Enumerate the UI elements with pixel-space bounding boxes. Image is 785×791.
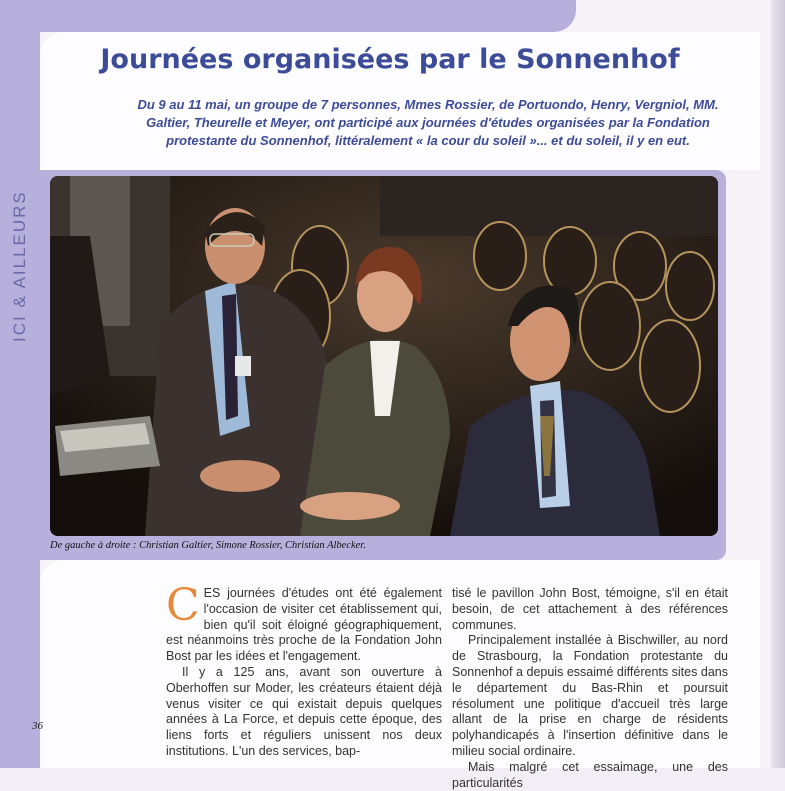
article-paragraph: Il y a 125 ans, avant son ouverture à Oberhoffen sur Moder, les créateurs étaient déjà venus visiter ce qui existait depuis quelques années à La Force, et depuis cette époque, des liens forts et réguliers unissent nos deux institutions. L'un des services, bap- — [166, 664, 442, 758]
lead-paragraph: Du 9 au 11 mai, un groupe de 7 personnes, Mmes Rossier, de Portuondo, Henry, Vergniol, MM. Galtier, Theurelle et Meyer, ont participé aux journées d'études organisées par la Fondation protestante du Sonnenhof, littéralement « la cour du soleil »... et du soleil, il y en eut. — [137, 97, 719, 148]
drop-cap: C — [166, 580, 200, 631]
article-paragraph — [166, 580, 442, 665]
article-paragraph: tisé le pavillon John Bost, témoigne, s'il en était besoin, de cet attachement à des références communes. — [452, 586, 728, 632]
article-column-2 — [452, 586, 728, 791]
photo-caption: De gauche à droite : Christian Galtier, Simone Rossier, Christian Albecker. — [50, 540, 366, 551]
paragraph-text: ES journées d'études ont été également l'occasion de visiter cet établissement qui, bien qu'il soit éloigné géographiquement, est néanmoins très proche de la Fondation John Bost par les idées et l'engagement. — [166, 586, 442, 664]
photo-illustration — [50, 176, 718, 536]
page-title: Journées organisées par le Sonnenhof — [100, 44, 680, 75]
article-paragraph: Principalement installée à Bischwiller, au nord de Strasbourg, la Fondation protestante du Sonnenhof a depuis essaimé différents sites dans le département du Bas-Rhin et poursuit résolument une politique d'accueil très large allant de la prise en charge de résidents polyhandicapés à l'insertion définitive dans le milieu social ordinaire. — [452, 633, 728, 758]
section-label-text: ICI & AILLEURS — [10, 190, 29, 342]
page-number: 36 — [32, 720, 43, 732]
page-gutter — [771, 0, 785, 768]
side-band — [0, 0, 40, 768]
article-column-1 — [166, 580, 442, 760]
group-photo — [50, 176, 718, 536]
top-band — [0, 0, 576, 32]
article-paragraph: Mais malgré cet essaimage, une des particularités — [452, 759, 728, 790]
